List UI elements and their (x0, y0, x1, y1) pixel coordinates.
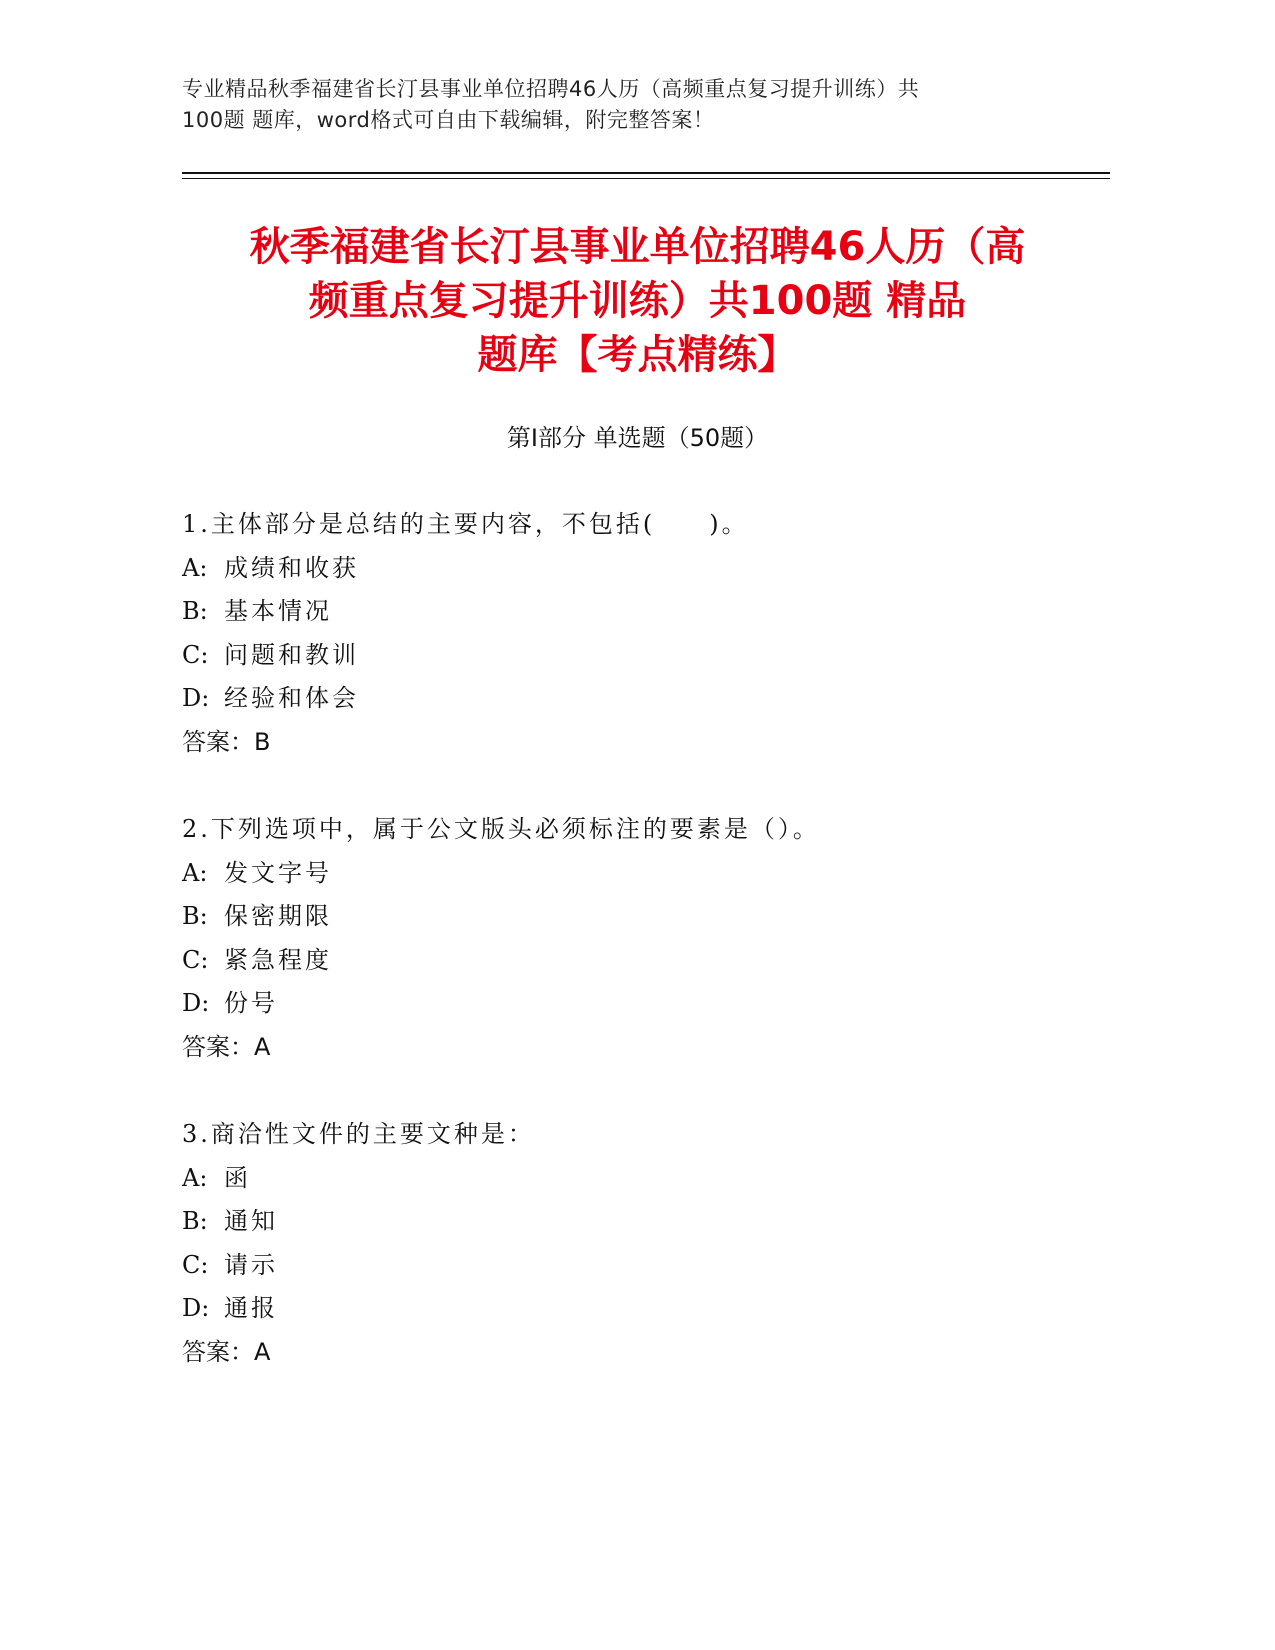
option-text: 通报 (224, 1294, 278, 1322)
option-letter: B: (182, 1207, 208, 1235)
question-stem: 3.商洽性文件的主要文种是： (182, 1120, 535, 1148)
option-text: 份号 (224, 989, 278, 1017)
answer: 答案：A (182, 1337, 271, 1366)
section-title: 第I部分 单选题（50题） (506, 424, 769, 452)
document-title (160, 220, 1115, 382)
document-title-line-2: 频重点复习提升训练）共100题 精品 (308, 278, 967, 324)
option-b (182, 901, 1112, 945)
page-header-line-1: 专业精品秋季福建省长汀县事业单位招聘46人历（高频重点复习提升训练）共 (182, 77, 920, 101)
option-letter: A: (182, 858, 208, 887)
option-text: 成绩和收获 (224, 553, 359, 582)
answer: 答案：A (182, 1032, 271, 1061)
option-a (182, 858, 1112, 902)
question-stem: 1.主体部分是总结的主要内容，不包括( )。 (182, 510, 749, 538)
option-text: 保密期限 (224, 902, 332, 930)
option-letter: D: (182, 684, 210, 712)
question-1 (182, 509, 1112, 767)
question-3 (182, 1119, 1112, 1377)
option-a (182, 553, 1112, 597)
page-header-line-2: 100题 题库，word格式可自由下载编辑，附完整答案！ (182, 108, 715, 132)
option-text: 经验和体会 (224, 684, 359, 712)
option-text: 请示 (224, 1250, 278, 1279)
option-letter: C: (182, 1250, 209, 1279)
header-divider-thick (182, 172, 1110, 174)
option-a (182, 1163, 1112, 1207)
question-stem: 2.下列选项中，属于公文版头必须标注的要素是（）。 (182, 815, 820, 843)
option-c (182, 640, 1112, 684)
option-letter: C: (182, 945, 209, 974)
option-b (182, 596, 1112, 640)
option-letter: B: (182, 597, 208, 625)
option-letter: C: (182, 640, 209, 669)
option-letter: A: (182, 1163, 208, 1192)
option-d (182, 988, 1112, 1032)
option-text: 基本情况 (224, 597, 332, 625)
option-letter: B: (182, 902, 208, 930)
option-c (182, 1250, 1112, 1294)
option-d (182, 683, 1112, 727)
option-text: 函 (224, 1163, 251, 1192)
option-c (182, 945, 1112, 989)
option-text: 问题和教训 (224, 640, 359, 669)
header-divider-thin (182, 178, 1110, 179)
question-2 (182, 814, 1112, 1072)
option-letter: D: (182, 989, 210, 1017)
option-text: 通知 (224, 1207, 278, 1235)
option-d (182, 1293, 1112, 1337)
option-letter: A: (182, 553, 208, 582)
document-title-line-3: 题库【考点精练】 (477, 332, 798, 378)
document-title-line-1: 秋季福建省长汀县事业单位招聘46人历（高 (249, 224, 1026, 270)
option-b (182, 1206, 1112, 1250)
option-text: 紧急程度 (224, 945, 332, 974)
option-text: 发文字号 (224, 858, 332, 887)
option-letter: D: (182, 1294, 210, 1322)
answer: 答案：B (182, 727, 271, 756)
